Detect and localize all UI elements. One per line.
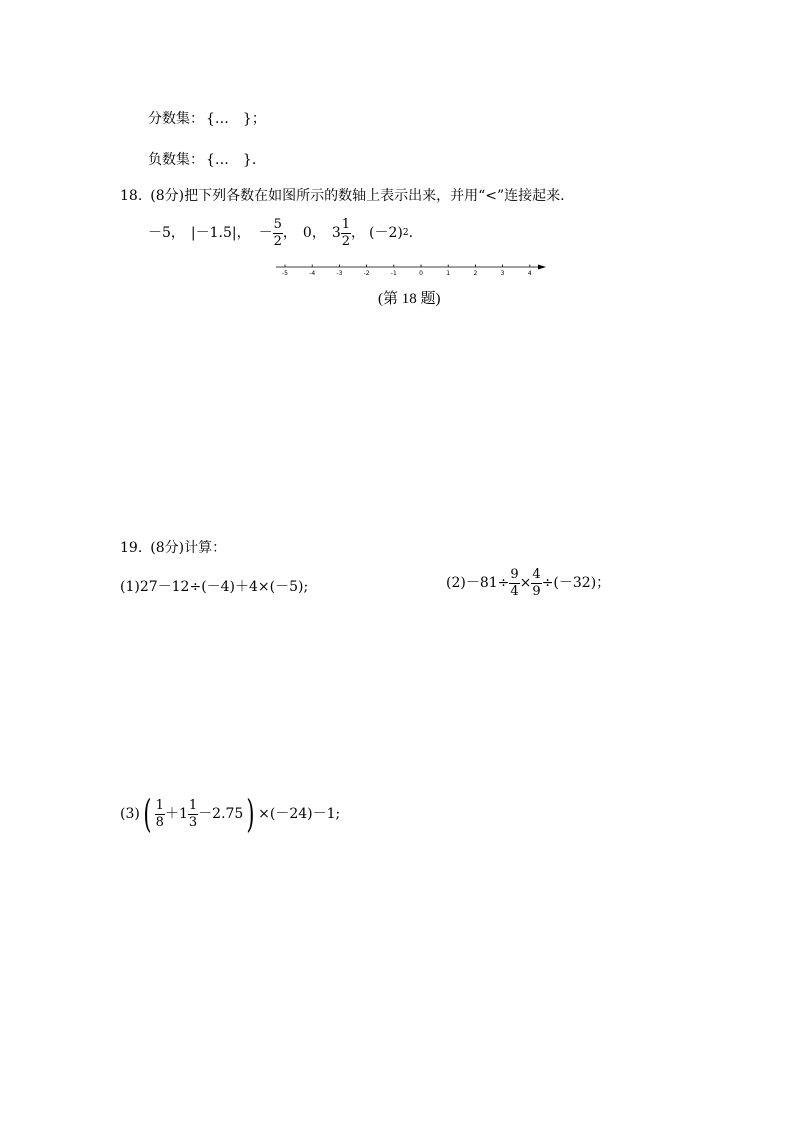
question-18-text: 把下列各数在如图所示的数轴上表示出来，并用“<”连接起来. <box>184 188 565 204</box>
question-19-number: 19. <box>120 540 143 556</box>
question-18-number: 18. <box>120 188 143 204</box>
number-line <box>272 262 552 280</box>
question-18-score: (8分) <box>150 188 185 204</box>
tick-label: 1 <box>446 270 451 277</box>
fraction-four-ninths: $\frac{4}{9}$ <box>532 567 541 599</box>
tick-label: 4 <box>527 270 532 277</box>
number-abs-1-5: |－1.5|， <box>190 225 251 242</box>
fraction-one-half: $\frac{1}{2}$ <box>341 217 351 249</box>
fraction-set-braces: {… }； <box>206 111 266 127</box>
tick-label: -1 <box>390 270 397 277</box>
question-19-prompt <box>120 541 226 555</box>
question-19-part-3: (3) ( $\frac{1}{8}$ ＋1 $\frac{1}{3}$ －2.75 ) ×(－24)－1; <box>120 792 341 836</box>
negative-set-label: 负数集： <box>148 152 204 168</box>
question-19-score: (8分) <box>150 540 185 556</box>
fraction-one-third: $\frac{1}{3}$ <box>188 797 198 830</box>
fraction-five-halves: $\frac{5}{2}$ <box>273 217 282 249</box>
figure-18-caption: (第 18 题) <box>378 291 441 307</box>
tick-label: -5 <box>282 270 288 277</box>
number-line-ticks <box>282 265 532 278</box>
fraction-one-eighth: $\frac{1}{8}$ <box>155 797 164 830</box>
fraction-set-label: 分数集： <box>148 111 204 127</box>
number-neg5: －5， <box>148 225 185 242</box>
tick-label: -3 <box>336 270 343 277</box>
negative-set-line <box>148 153 256 167</box>
number-neg-five-halves-sign: － <box>258 225 273 242</box>
question-18-numbers: －5， |－1.5|， － $\frac{5}{2}$ ， 0， 3 $\frac{1}{2}$ ， (－2) 2 . <box>148 217 414 249</box>
question-18-prompt <box>120 189 565 203</box>
tick-label: -2 <box>363 270 370 277</box>
left-paren: ( <box>143 792 152 836</box>
fraction-set-line <box>148 112 266 126</box>
mixed-number-whole: 3 <box>331 225 341 242</box>
right-paren: ) <box>246 792 255 836</box>
question-19-part-2: (2)－81÷ $\frac{9}{4}$ × $\frac{4}{9}$ ÷(－32)； <box>446 567 611 599</box>
fraction-nine-fourths: $\frac{9}{4}$ <box>510 567 519 599</box>
number-line-arrow <box>538 265 546 270</box>
number-neg2-squared: (－2) <box>369 225 403 242</box>
tick-label: -4 <box>309 270 316 277</box>
exponent: 2 <box>402 227 409 238</box>
question-19-part-1: (1)27－12÷(－4)＋4×(－5); <box>120 579 309 595</box>
tick-label: 2 <box>473 270 478 277</box>
tick-label: 0 <box>419 270 423 277</box>
tick-label: 3 <box>500 270 505 277</box>
question-19-text: 计算： <box>184 540 227 556</box>
negative-set-braces: {… }. <box>206 152 257 168</box>
number-zero: 0， <box>302 225 326 242</box>
